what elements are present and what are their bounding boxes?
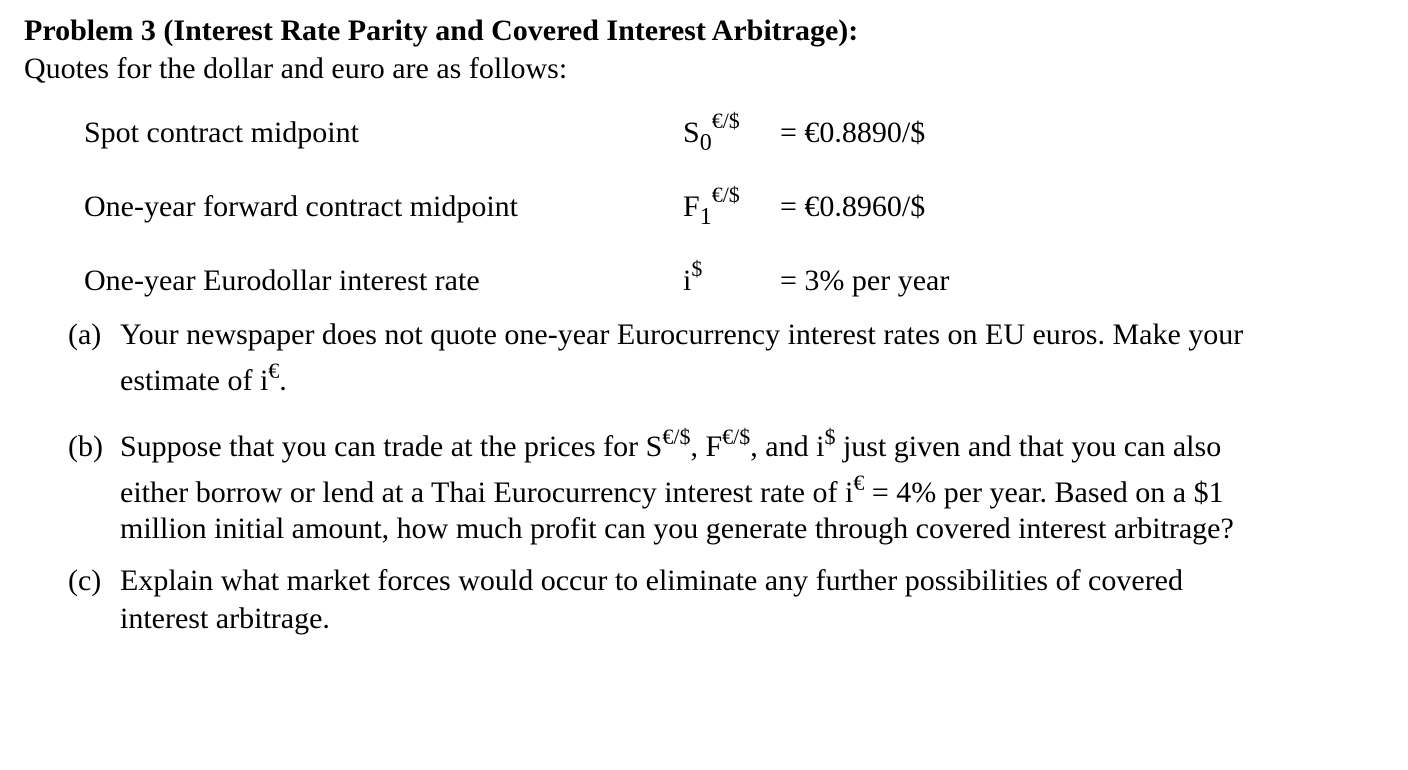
symbol-base: S bbox=[683, 116, 700, 149]
symbol-superscript: €/$ bbox=[711, 108, 740, 133]
question-a-letter: (a) bbox=[68, 318, 102, 351]
question-a-line1: Your newspaper does not quote one-year Eurocurrency interest rates on EU euros. Make your bbox=[120, 318, 1244, 351]
superscript: €/$ bbox=[662, 424, 691, 449]
question-b-letter: (b) bbox=[68, 430, 103, 463]
symbol-base: i bbox=[683, 264, 692, 297]
problem-title: Problem 3 (Interest Rate Parity and Covered Interest Arbitrage): bbox=[24, 14, 859, 47]
symbol-subscript: 1 bbox=[699, 204, 712, 230]
text: , F bbox=[690, 430, 723, 463]
quote-label-spot: Spot contract midpoint bbox=[84, 116, 359, 149]
quote-label-forward: One-year forward contract midpoint bbox=[84, 190, 518, 223]
symbol-base: F bbox=[683, 190, 700, 223]
text: Suppose that you can trade at the prices for S bbox=[120, 430, 663, 463]
text: , and i bbox=[750, 430, 825, 463]
superscript: €/$ bbox=[722, 424, 751, 449]
text: just given and that you can also bbox=[835, 430, 1222, 463]
superscript: $ bbox=[824, 424, 836, 449]
quote-symbol-forward bbox=[683, 182, 740, 230]
quote-value-forward: = €0.8960/$ bbox=[780, 190, 926, 223]
text: = 4% per year. Based on a $1 bbox=[864, 476, 1224, 509]
question-c-line2: interest arbitrage. bbox=[120, 602, 330, 635]
superscript: € bbox=[853, 470, 865, 495]
question-b-line1 bbox=[120, 424, 1222, 464]
question-b-line3: million initial amount, how much profit can you generate through covered interest arbitrage? bbox=[120, 512, 1234, 545]
quote-symbol-eurodollar bbox=[683, 256, 703, 298]
text: . bbox=[279, 364, 287, 397]
text: either borrow or lend at a Thai Eurocurrency interest rate of i bbox=[120, 476, 854, 509]
quote-value-spot: = €0.8890/$ bbox=[780, 116, 926, 149]
quote-label-eurodollar: One-year Eurodollar interest rate bbox=[84, 264, 480, 297]
symbol-subscript: 0 bbox=[699, 130, 712, 156]
question-c-line1: Explain what market forces would occur to eliminate any further possibilities of covered bbox=[120, 564, 1183, 597]
text: estimate of i bbox=[120, 364, 269, 397]
symbol-superscript: €/$ bbox=[711, 182, 740, 207]
quote-symbol-spot bbox=[683, 108, 740, 156]
problem-intro: Quotes for the dollar and euro are as follows: bbox=[24, 52, 568, 85]
question-b-line2 bbox=[120, 470, 1224, 510]
question-c-letter: (c) bbox=[68, 564, 102, 597]
superscript: € bbox=[268, 358, 280, 383]
question-a-line2 bbox=[120, 358, 287, 398]
symbol-superscript: $ bbox=[691, 256, 703, 281]
quote-value-eurodollar: = 3% per year bbox=[780, 264, 950, 297]
